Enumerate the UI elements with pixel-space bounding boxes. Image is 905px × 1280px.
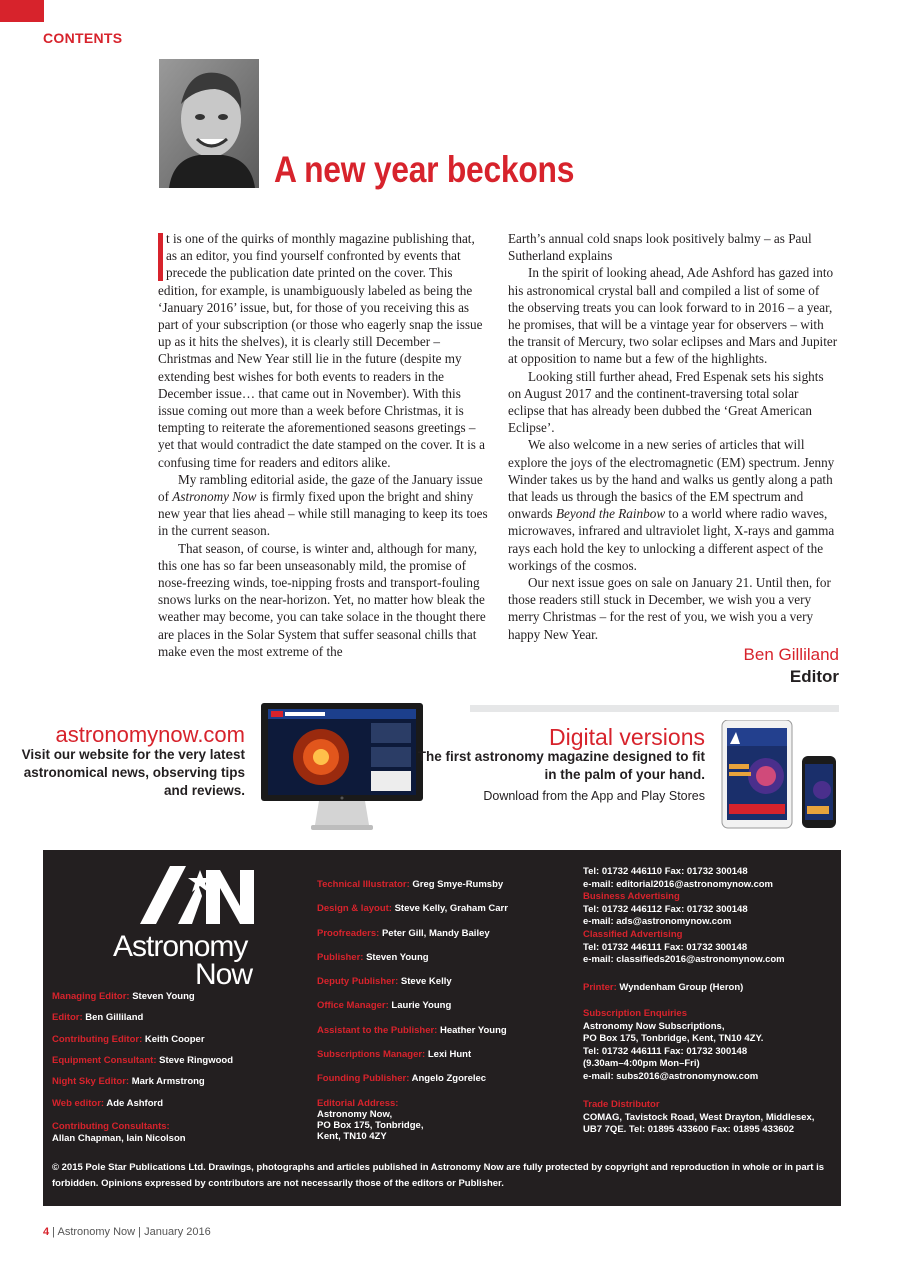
headline: A new year beckons bbox=[274, 149, 575, 190]
corner-tab bbox=[0, 0, 44, 22]
digital-versions-title: Digital versions bbox=[549, 724, 705, 750]
drop-cap-i bbox=[158, 233, 163, 281]
editor-portrait bbox=[159, 59, 259, 188]
subs-email-link[interactable]: e-mail: subs2016@astronomynow.com bbox=[583, 1070, 759, 1082]
section-label: CONTENTS bbox=[43, 30, 123, 46]
editorial-contact: Tel: 01732 446110 Fax: 01732 300148 e-mail: editorial2016@astronomynow.com Business Advertising Tel: 01732 446112 Fax: 01732 300148 e-mail: ads@astronomynow.com Classified Advertising Tel: 01732 446111 Fax: 01732 300148 e-mail: classifieds2016@astronomynow.com bbox=[583, 866, 785, 966]
credit-line: Publisher: Steven Young bbox=[317, 952, 429, 963]
app-store-note: Download from the App and Play Stores bbox=[483, 789, 705, 803]
page-number: 4 bbox=[43, 1226, 50, 1238]
article-paragraph: t is one of the quirks of monthly magazine publishing that, as an editor, you find yourself confronted by events that precede the publication date printed on the cover. This edition, for example, is unambiguously labeled as being the ‘January 2016’ issue, but, for those of you receiving this as part of your subscription (or those who eagerly snap the issue up as it hits the shelves), it is clearly still December – Christmas and New Year still lie in the future (despite my extending best wishes for both events to readers in the December issue… that came out in November). With this issue coming out more than a week before Christmas, it is tempting to reiterate the aforementioned seasons greetings – yet that would contradict the date stamped on the cover. It is a confusing time for readers and editors alike. bbox=[158, 231, 486, 470]
logo-wordmark-line2: Now bbox=[195, 958, 253, 991]
credit-line: Subscriptions Manager: Lexi Hunt bbox=[317, 1049, 472, 1060]
classifieds-email-link[interactable]: e-mail: classifieds2016@astronomynow.com bbox=[583, 954, 785, 966]
article-column-right bbox=[508, 230, 838, 643]
credits-panel bbox=[43, 850, 841, 1206]
article-paragraph: Looking still further ahead, Fred Espenak sets his sights on August 2017 and the continent-traversing total solar eclipse that has already been dubbed the ‘Great American Eclipse’. bbox=[508, 368, 824, 436]
credit-line: Contributing Consultants: Allan Chapman, Iain Nicolson bbox=[52, 1121, 186, 1144]
ads-email-link[interactable]: e-mail: ads@astronomynow.com bbox=[583, 916, 732, 928]
trade-distributor: Trade Distributor COMAG, Tavistock Road, West Drayton, Middlesex, UB7 7QE. Tel: 01895 433600 Fax: 01895 433602 bbox=[583, 1099, 815, 1135]
article-paragraph: Earth’s annual cold snaps look positively balmy – as Paul Sutherland explains bbox=[508, 231, 812, 264]
printer-line: Printer: Wyndenham Group (Heron) bbox=[583, 982, 744, 993]
credit-line: Deputy Publisher: Steve Kelly bbox=[317, 976, 452, 987]
editorial-address: Editorial Address: Astronomy Now, PO Box 175, Tonbridge, Kent, TN10 4ZY bbox=[317, 1098, 424, 1142]
divider-rule bbox=[470, 705, 839, 712]
signature-name: Ben Gilliland bbox=[743, 645, 839, 664]
article-paragraph: Our next issue goes on sale on January 21. Until then, for those readers still stuck in December, we wish you a very merry Christmas – for the rest of you, we wish you a very happy New Year. bbox=[508, 575, 831, 642]
credit-line: Managing Editor: Steven Young bbox=[52, 991, 195, 1002]
credit-line: Office Manager: Laurie Young bbox=[317, 1000, 452, 1011]
credit-line: Editor: Ben Gilliland bbox=[52, 1012, 144, 1023]
credit-line: Assistant to the Publisher: Heather Young bbox=[317, 1025, 507, 1036]
copyright-notice: © 2015 Pole Star Publications Ltd. Drawings, photographs and articles published in Astronomy Now are fully protected by copyright and reproduction in whole or in part is forbidden. Opinions expressed by contributors are not necessarily those of the editors or Publisher. bbox=[52, 1162, 825, 1189]
credit-line: Night Sky Editor: Mark Armstrong bbox=[52, 1076, 205, 1087]
subscription-enquiries: Subscription Enquiries Astronomy Now Subscriptions, PO Box 175, Tonbridge, Kent, TN10 4ZY. Tel: 01732 446111 Fax: 01732 300148 (9.30am–4:00pm Mon–Fri) e-mail: subs2016@astronomynow.com bbox=[583, 1008, 764, 1082]
page-footer bbox=[43, 1226, 211, 1238]
article-paragraph: In the spirit of looking ahead, Ade Ashford has gazed into his astronomical crystal ball and compiled a list of some of the observing treats you can look forward to in 2016 – a year, he promises, that will be a vintage year for observers – with the transit of Mercury, two solar eclipses and Mars and Jupiter at opposition to name but a few of the highlights. bbox=[508, 265, 838, 367]
logo-wordmark-line1: Astronomy bbox=[113, 930, 248, 963]
credit-line: Technical Illustrator: Greg Smye-Rumsby bbox=[317, 879, 504, 890]
credit-line: Contributing Editor: Keith Cooper bbox=[52, 1034, 205, 1045]
credit-line: Proofreaders: Peter Gill, Mandy Bailey bbox=[317, 928, 490, 939]
credit-line: Design & layout: Steve Kelly, Graham Carr bbox=[317, 903, 508, 914]
credit-line: Web editor: Ade Ashford bbox=[52, 1098, 164, 1109]
signature-role: Editor bbox=[789, 667, 839, 686]
article-paragraph: We also welcome in a new series of articles that will explore the joys of the electromagnetic (EM) spectrum. Jenny Winder takes us by the hand and walks us gently along a path that leads us through the basics of the EM spectrum and onwards Beyond the Rainbow to a world where radio waves, microwaves, infrared and ultraviolet light, X-rays and gamma rays each hold the key to unlocking a different aspect of the workings of the cosmos. bbox=[508, 437, 835, 573]
article-paragraph: My rambling editorial aside, the gaze of the January issue of Astronomy Now is firmly fixed upon the bright and shiny new year that lies ahead – while still managing to keep its toes in the current season. bbox=[158, 471, 488, 539]
footer-text: | Astronomy Now | January 2016 bbox=[49, 1226, 211, 1238]
monitor-image bbox=[261, 703, 423, 833]
website-link[interactable]: astronomynow.com bbox=[55, 722, 245, 747]
digital-versions-description: The first astronomy magazine designed to fit in the palm of your hand. bbox=[417, 749, 705, 782]
credit-line: Founding Publisher: Angelo Zgorelec bbox=[317, 1073, 487, 1084]
astronomy-now-logo-icon bbox=[140, 866, 260, 926]
article-column-left bbox=[158, 230, 488, 660]
tablet-phone-image bbox=[720, 720, 840, 832]
editorial-email-link[interactable]: e-mail: editorial2016@astronomynow.com bbox=[583, 878, 773, 890]
credit-line: Equipment Consultant: Steve Ringwood bbox=[52, 1055, 234, 1066]
article-paragraph: That season, of course, is winter and, although for many, this one has so far been unseasonably mild, the promise of nose-freezing winds, toe-nipping frosts and transport-fouling snows lurks on the near-horizon. Yet, no matter how bleak the weather may become, you can take solace in the thought there are places in the Solar System that suffer seasonal chills that make even the most extreme of the bbox=[158, 540, 486, 659]
website-description: Visit our website for the very latest astronomical news, observing tips and reviews. bbox=[21, 747, 245, 798]
